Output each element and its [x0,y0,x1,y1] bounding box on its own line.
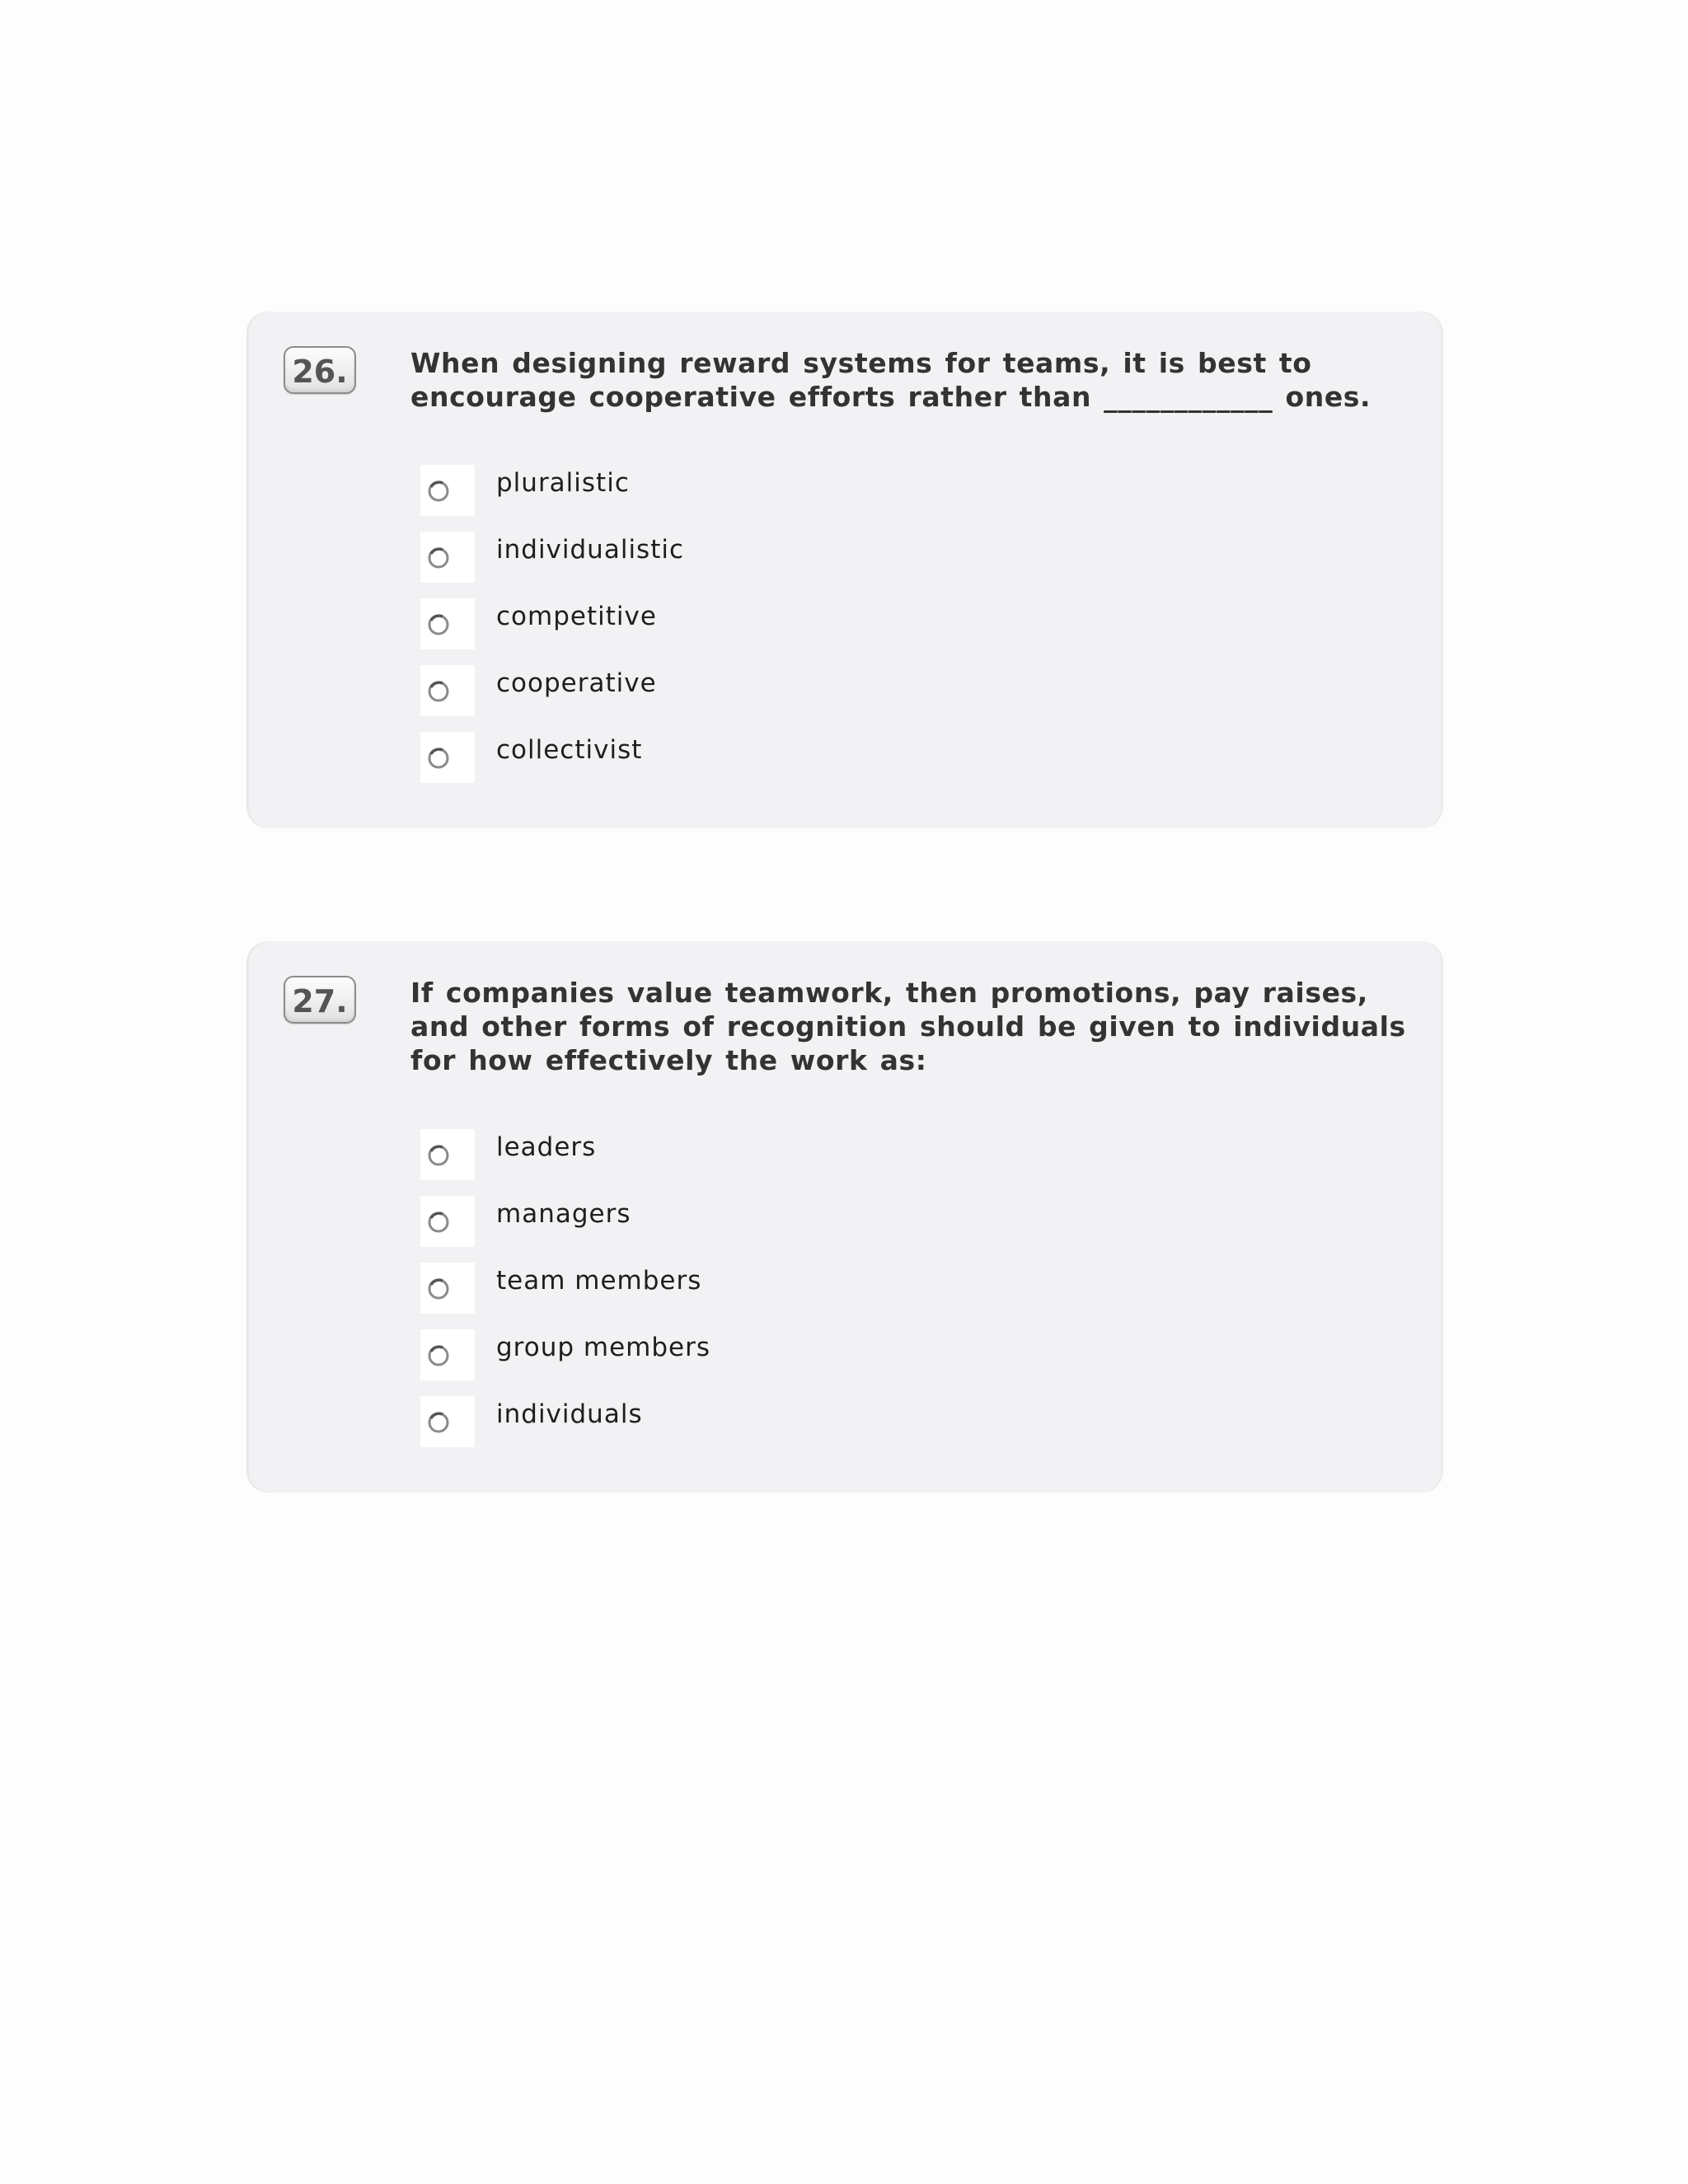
question-card-26 [249,312,1441,828]
answer-option-label[interactable]: individualistic [496,535,685,565]
radio-button-icon [427,1277,450,1301]
radio-button[interactable] [420,1396,475,1447]
radio-button[interactable] [420,465,475,516]
radio-button[interactable] [420,598,475,649]
answer-option-label[interactable]: leaders [496,1132,597,1162]
answer-option-label[interactable]: cooperative [496,668,657,698]
radio-button-icon [427,680,450,703]
radio-button[interactable] [420,732,475,783]
question-number-badge: 26. [284,346,356,394]
radio-button-icon [427,1411,450,1434]
question-text: If companies value teamwork, then promotions, pay raises, and other forms of recognition should be given to individuals for how effectively the work as: [410,977,1406,1076]
answer-option-label[interactable]: team members [496,1266,702,1296]
answer-option-label[interactable]: individuals [496,1399,643,1429]
radio-button-icon [427,480,450,503]
question-text: When designing reward systems for teams, it is best to encourage cooperative efforts rather than ____________ ones. [410,347,1372,413]
radio-button-icon [427,747,450,770]
radio-button[interactable] [420,665,475,716]
radio-button[interactable] [420,1196,475,1247]
radio-button-icon [427,613,450,636]
radio-button-icon [427,1344,450,1367]
radio-button[interactable] [420,532,475,583]
question-card-27 [249,941,1441,1493]
radio-button-icon [427,1211,450,1234]
question-number-badge: 27. [284,976,356,1024]
answer-option-label[interactable]: pluralistic [496,468,630,498]
answer-option-label[interactable]: group members [496,1333,711,1362]
radio-button-icon [427,1144,450,1167]
radio-button-icon [427,546,450,569]
radio-button[interactable] [420,1263,475,1314]
answer-option-label[interactable]: managers [496,1199,631,1229]
radio-button[interactable] [420,1129,475,1180]
answer-option-label[interactable]: collectivist [496,735,643,765]
radio-button[interactable] [420,1329,475,1380]
answer-option-label[interactable]: competitive [496,602,657,631]
